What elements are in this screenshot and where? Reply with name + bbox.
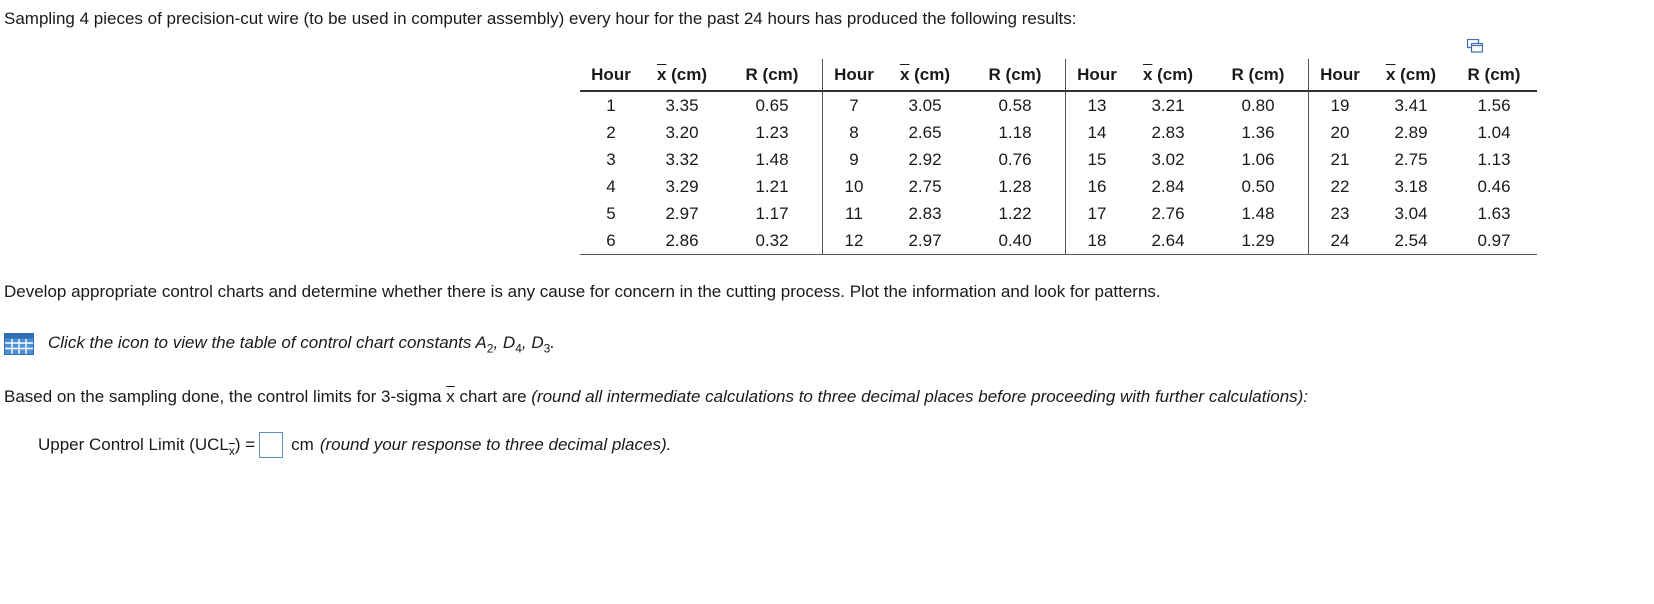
cell-r: 0.76: [998, 149, 1032, 169]
cell-r: 1.22: [998, 203, 1032, 223]
cell-x: 3.35: [665, 95, 699, 115]
a2-subscript: 2: [486, 341, 494, 356]
cell-r: 0.32: [722, 227, 823, 255]
header-unit: (cm): [666, 64, 708, 84]
cell-hour: 7: [823, 91, 886, 119]
header-x-bar: [1128, 59, 1208, 91]
cell-r: 0.46: [1477, 176, 1511, 196]
cell-x: 3.21: [1151, 95, 1185, 115]
cell-hour: 15: [1066, 146, 1129, 173]
cell-r: 1.29: [1208, 227, 1309, 255]
prompt-text-after: chart are: [454, 387, 532, 406]
constants-link[interactable]: [48, 333, 555, 355]
cell-hour: 22: [1309, 173, 1372, 200]
table-row: [580, 146, 1537, 173]
intro-text: Sampling 4 pieces of precision-cut wire (to be used in computer assembly) every hour for the past 24 hours has produced the following results:: [4, 9, 1077, 28]
cell-r: 1.48: [755, 149, 789, 169]
cell-x: 2.84: [1151, 176, 1185, 196]
header-hour: Hour: [1066, 59, 1129, 91]
cell-r: 0.65: [755, 95, 789, 115]
results-table: [580, 59, 1537, 255]
cell-x: 2.97: [885, 227, 965, 255]
cell-r: 1.21: [755, 176, 789, 196]
cell-x: 2.65: [908, 122, 942, 142]
cell-x: 3.32: [665, 149, 699, 169]
cell-x: 3.41: [1394, 95, 1428, 115]
constants-link-suffix: .: [550, 333, 556, 352]
d4-text: , D: [493, 333, 516, 352]
constants-link-text: Click the icon to view the table of control chart constants A: [48, 333, 487, 352]
cell-hour: 4: [606, 176, 616, 196]
x-bar-symbol: $\overline{x}$: [1142, 64, 1153, 84]
ucl-label-subscript: $\overline{x}$: [228, 444, 235, 458]
cell-x: 2.75: [908, 176, 942, 196]
cell-hour: 24: [1309, 227, 1372, 255]
cell-r: 0.40: [965, 227, 1066, 255]
rounding-instruction: (round all intermediate calculations to three decimal places before proceeding with further calculations):: [531, 387, 1309, 406]
cell-hour: 20: [1309, 119, 1372, 146]
d3-text: , D: [521, 333, 544, 352]
cell-r: 0.58: [998, 95, 1032, 115]
cell-hour: 19: [1309, 91, 1372, 119]
cell-hour: 3: [606, 149, 616, 169]
table-row: [580, 227, 1537, 255]
cell-hour: 8: [823, 119, 886, 146]
table-header-row: [580, 59, 1537, 91]
cell-r: 1.18: [998, 122, 1032, 142]
cell-hour: 12: [823, 227, 886, 255]
instructions-text: Develop appropriate control charts and determine whether there is any cause for concern in the cutting process. Plot the information and look for patterns.: [4, 282, 1161, 301]
header-range: R (cm): [722, 59, 823, 91]
cell-hour: 21: [1309, 146, 1372, 173]
cell-x: 2.83: [908, 203, 942, 223]
cell-x: 2.92: [908, 149, 942, 169]
header-x-bar: [885, 59, 965, 91]
x-bar-symbol: $\overline{x}$: [1385, 64, 1396, 84]
cell-x: 3.29: [665, 176, 699, 196]
header-hour: Hour: [823, 59, 886, 91]
ucl-rounding-note: (round your response to three decimal places).: [319, 435, 672, 454]
table-row: [580, 173, 1537, 200]
cell-x: 2.86: [642, 227, 722, 255]
cell-r: 1.28: [998, 176, 1032, 196]
table-row: [580, 119, 1537, 146]
cell-r: 1.56: [1477, 95, 1511, 115]
table-row: [580, 200, 1537, 227]
d3-subscript: 3: [543, 341, 551, 356]
cell-r: 1.48: [1241, 203, 1275, 223]
cell-hour: 16: [1066, 173, 1129, 200]
ucl-unit: cm: [291, 435, 314, 454]
cell-x: 2.83: [1151, 122, 1185, 142]
x-bar-symbol: $\overline{x}$: [899, 64, 910, 84]
header-unit: (cm): [1395, 64, 1437, 84]
cell-x: 3.18: [1394, 176, 1428, 196]
cell-r: 1.63: [1477, 203, 1511, 223]
copy-icon[interactable]: [1467, 39, 1483, 53]
table-row: [580, 91, 1537, 119]
cell-r: 1.13: [1477, 149, 1511, 169]
header-range: R (cm): [1208, 59, 1309, 91]
cell-x: 2.54: [1371, 227, 1451, 255]
x-bar-symbol: $\overline{x}$: [656, 64, 667, 84]
cell-r: 0.97: [1451, 227, 1537, 255]
cell-hour: 9: [823, 146, 886, 173]
cell-r: 1.04: [1477, 122, 1511, 142]
cell-x: 2.97: [665, 203, 699, 223]
cell-hour: 6: [580, 227, 642, 255]
header-range: R (cm): [965, 59, 1066, 91]
header-x-bar: [1371, 59, 1451, 91]
cell-x: 3.20: [665, 122, 699, 142]
cell-x: 3.05: [908, 95, 942, 115]
table-icon[interactable]: [4, 333, 34, 355]
cell-x: 2.76: [1151, 203, 1185, 223]
cell-hour: 17: [1066, 200, 1129, 227]
d4-subscript: 4: [515, 341, 522, 356]
ucl-answer-input[interactable]: [259, 432, 283, 458]
cell-hour: 23: [1309, 200, 1372, 227]
cell-r: 0.80: [1241, 95, 1275, 115]
constants-link-row: [4, 333, 555, 355]
cell-hour: 18: [1066, 227, 1129, 255]
cell-hour: 11: [823, 200, 886, 227]
x-bar-symbol: $\overline{x}$: [446, 387, 455, 406]
header-hour: Hour: [1309, 59, 1372, 91]
cell-hour: 2: [606, 122, 616, 142]
header-x-bar: [642, 59, 722, 91]
cell-x: 2.89: [1394, 122, 1428, 142]
cell-x: 3.04: [1394, 203, 1428, 223]
ucl-label: Upper Control Limit (UCL: [38, 435, 229, 454]
cell-x: 2.64: [1128, 227, 1208, 255]
cell-hour: 5: [606, 203, 616, 223]
cell-hour: 1: [606, 95, 616, 115]
control-limits-prompt: [4, 387, 1308, 407]
cell-r: 0.50: [1241, 176, 1275, 196]
header-range: R (cm): [1451, 59, 1537, 91]
header-hour: Hour: [580, 59, 642, 91]
cell-hour: 13: [1066, 91, 1129, 119]
cell-r: 1.17: [755, 203, 789, 223]
cell-hour: 10: [823, 173, 886, 200]
ucl-label-close: ) =: [234, 435, 256, 454]
cell-r: 1.06: [1241, 149, 1275, 169]
header-unit: (cm): [1152, 64, 1194, 84]
cell-hour: 14: [1066, 119, 1129, 146]
cell-x: 2.75: [1394, 149, 1428, 169]
header-unit: (cm): [909, 64, 951, 84]
cell-x: 3.02: [1151, 149, 1185, 169]
cell-r: 1.36: [1241, 122, 1275, 142]
cell-r: 1.23: [755, 122, 789, 142]
ucl-row: [38, 432, 671, 458]
prompt-text-before: Based on the sampling done, the control limits for 3-sigma: [4, 387, 447, 406]
